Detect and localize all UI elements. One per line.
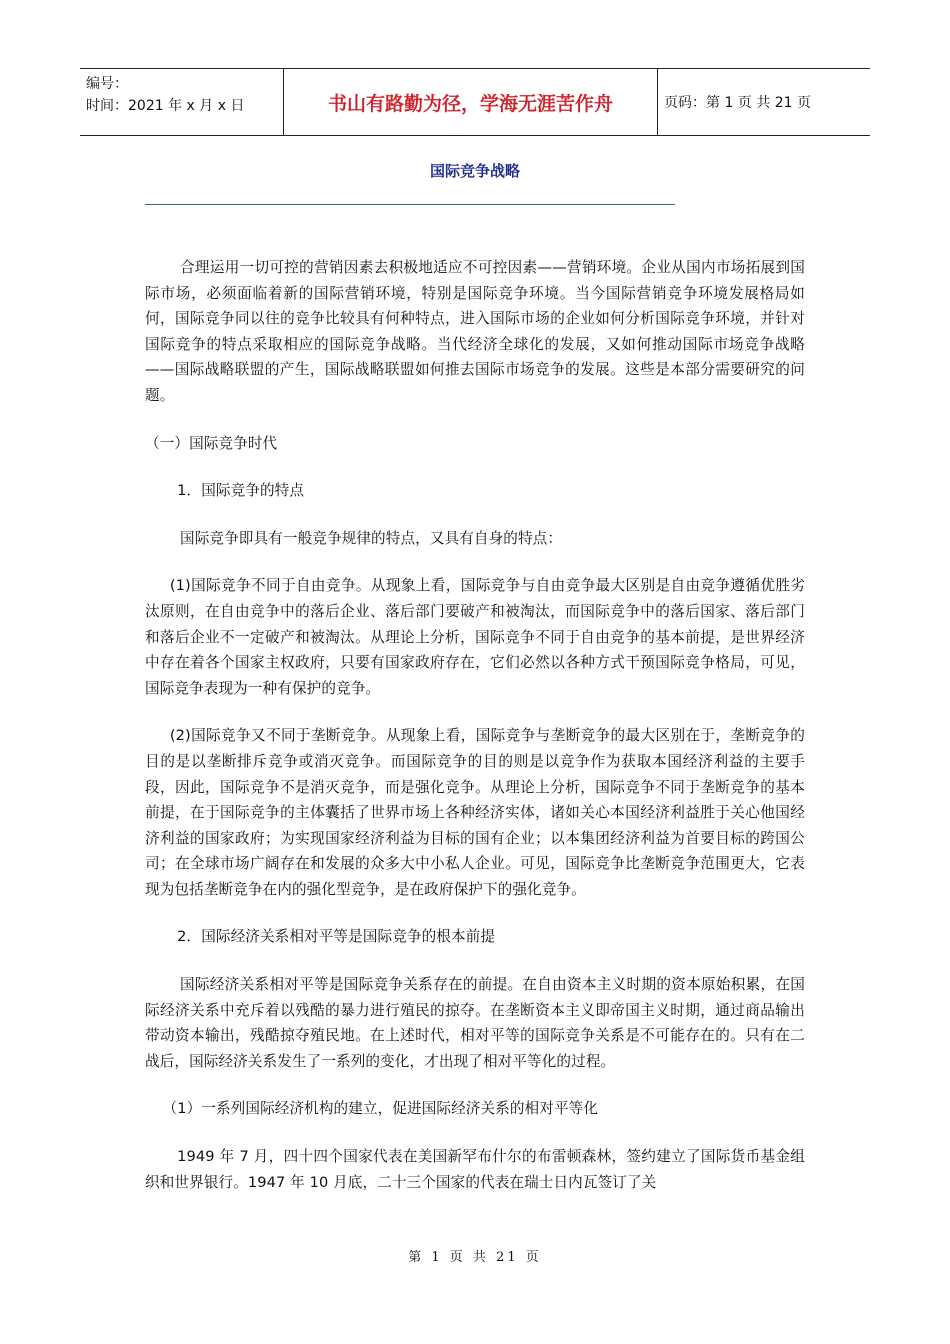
header-motto: 书山有路勤为径，学海无涯苦作舟: [283, 69, 658, 135]
body-paragraph: (1)国际竞争不同于自由竞争。从现象上看，国际竞争与自由竞争最大区别是自由竞争遵循优胜劣汰原则，在自由竞争中的落后企业、落后部门要破产和被淘汰，而国际竞争中的落后国家、落后部门和落后企业不一定破产和被淘汰。从理论上分析，国际竞争不同于自由竞争的基本前提，是世界经济中存在着各个国家主权政府，只要有国家政府存在，它们必然以各种方式干预国际竞争格局，可见，国际竞争表现为一种有保护的竞争。: [145, 577, 805, 697]
subsection-heading: （1）一系列国际经济机构的建立，促进国际经济关系的相对平等化: [162, 1100, 599, 1118]
title-divider: [145, 204, 675, 205]
page-header: [80, 68, 870, 136]
header-page-info: 页码：第 1 页 共 21 页: [664, 95, 811, 111]
document-time-label: 时间：2021 年 x 月 x 日: [86, 98, 245, 114]
document-number-label: 编号：: [86, 76, 128, 92]
page-footer: 第 1 页 共 21 页: [408, 1250, 542, 1265]
body-paragraph: (2)国际竞争又不同于垄断竞争。从现象上看，国际竞争与垄断竞争的最大区别在于，垄断竞争的目的是以垄断排斥竞争或消灭竞争。而国际竞争的目的则是以竞争作为获取本国经济利益的主要手段，因此，国际竞争不是消灭竞争，而是强化竞争。从理论上分析，国际竞争不同于垄断竞争的基本前提，在于国际竞争的主体囊括了世界市场上各种经济实体，诸如关心本国经济利益胜于关心他国经济利益的国家政府；为实现国家经济利益为目标的国有企业；以本集团经济利益为首要目标的跨国公司；在全球市场广阔存在和发展的众多大中小私人企业。可见，国际竞争比垄断竞争范围更大，它表现为包括垄断竞争在内的强化型竞争，是在政府保护下的强化竞争。: [145, 727, 805, 898]
subsection-heading: 1．国际竞争的特点: [177, 482, 305, 500]
body-paragraph: 国际经济关系相对平等是国际竞争关系存在的前提。在自由资本主义时期的资本原始积累，在国际经济关系中充斥着以残酷的暴力进行殖民的掠夺。在垄断资本主义即帝国主义时期，通过商品输出带动资本输出，残酷掠夺殖民地。在上述时代，相对平等的国际竞争关系是不可能存在的。只有在二战后，国际经济关系发生了一系列的变化，才出现了相对平等化的过程。: [145, 976, 805, 1070]
body-paragraph: 1949 年 7 月，四十四个国家代表在美国新罕布什尔的布雷顿森林，签约建立了国际货币基金组织和世界银行。1947 年 10 月底，二十三个国家的代表在瑞士日内瓦签订了关: [145, 1148, 805, 1191]
document-title: 国际竞争战略: [429, 162, 520, 180]
body-paragraph: 国际竞争即具有一般竞争规律的特点，又具有自身的特点：: [180, 529, 563, 547]
header-meta: [80, 69, 283, 135]
document-body: [145, 255, 805, 1195]
section-heading: （一）国际竞争时代: [145, 434, 278, 452]
subsection-heading: 2．国际经济关系相对平等是国际竞争的根本前提: [177, 928, 496, 946]
intro-paragraph: 合理运用一切可控的营销因素去积极地适应不可控因素——营销环境。企业从国内市场拓展到国际市场，必须面临着新的国际营销环境，特别是国际竞争环境。当今国际营销竞争环境发展格局如何，国际竞争同以往的竞争比较具有何种特点，进入国际市场的企业如何分析国际竞争环境，并针对国际竞争的特点采取相应的国际竞争战略。当代经济全球化的发展，又如何推动国际市场竞争战略——国际战略联盟的产生，国际战略联盟如何推去国际市场竞争的发展。这些是本部分需要研究的问题。: [145, 259, 805, 404]
